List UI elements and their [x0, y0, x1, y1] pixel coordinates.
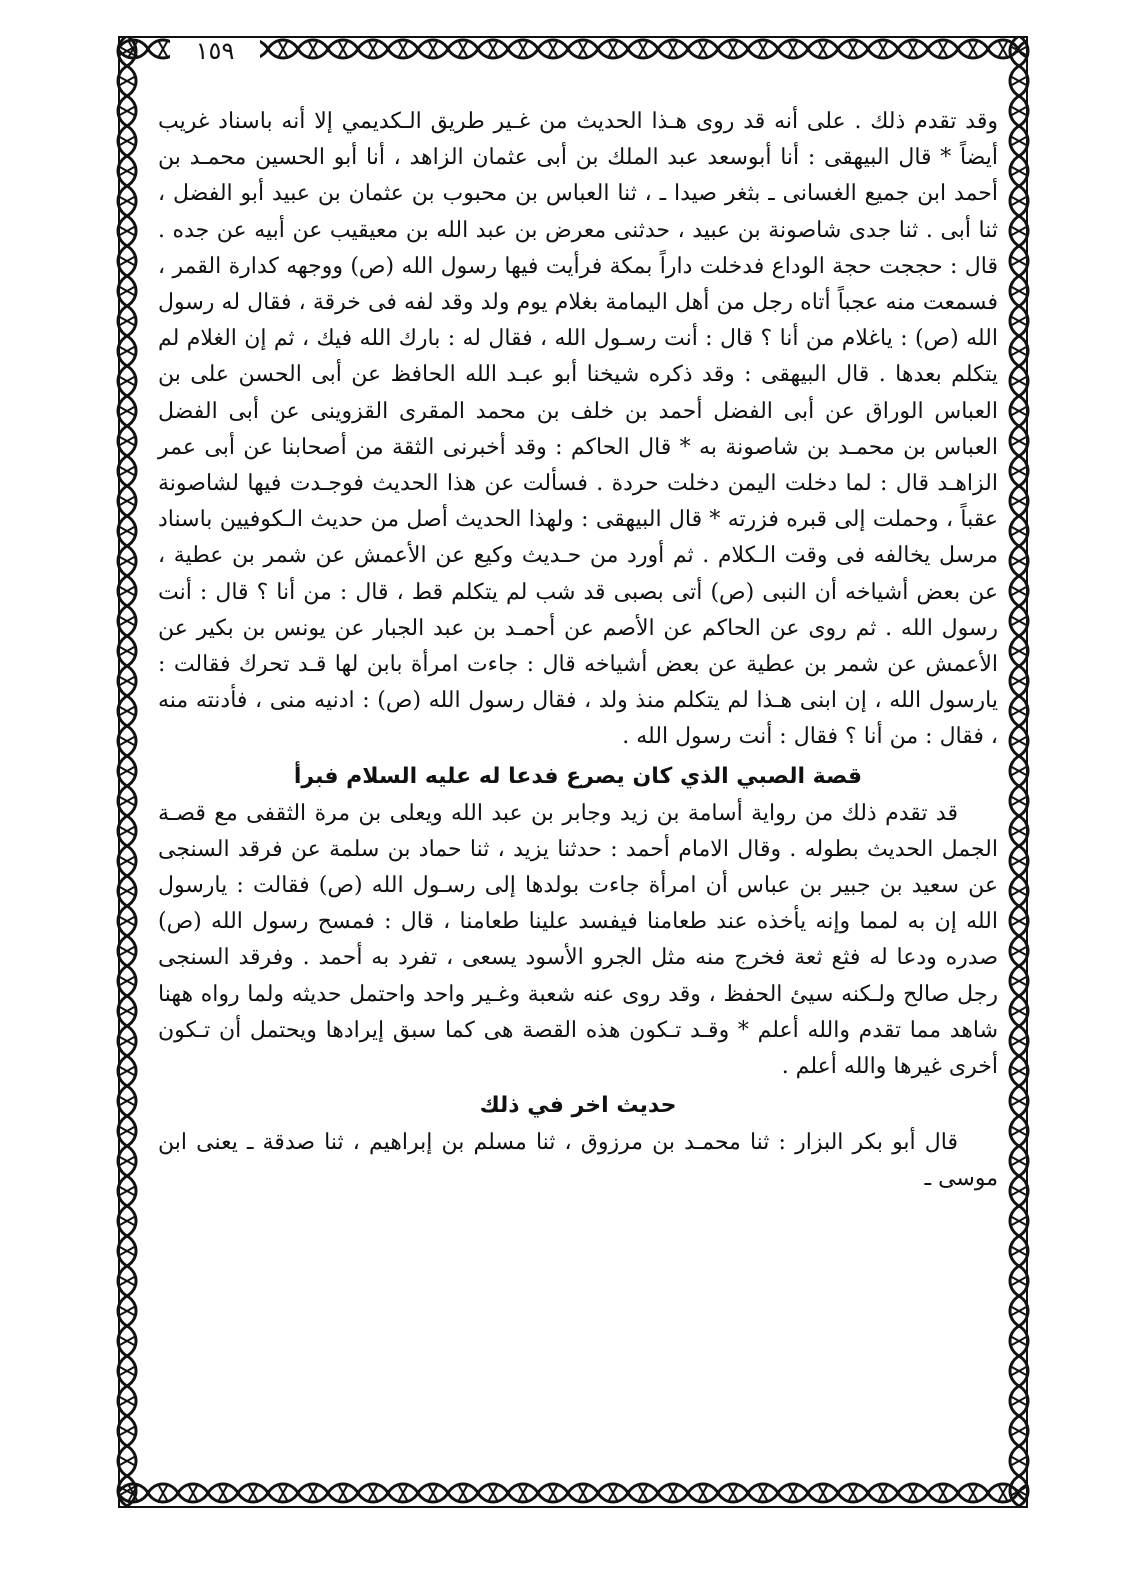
ornamental-border-right: [1004, 36, 1034, 1508]
paragraph: قد تقدم ذلك من رواية أسامة بن زيد وجابر بن عبد الله ويعلى بن مرة الثقفى مع قصـة الجمل الحديث بطوله . وقال الامام أحمد : حدثنا يزيد ، ثنا حماد بن سلمة عن فرقد السنجى عن سعيد بن جبير بن عباس أن امرأة جاءت بولدها إلى رسـول الله (ص) فقالت : يارسول الله إن به لمما وإنه يأخذه عند طعامنا فيفسد علينا طعامنا ، قال : فمسح رسول الله (ص) صدره ودعا له فثع ثعة فخرج منه مثل الجرو الأسود يسعى ، تفرد به أحمد . وفرقد السنجى رجل صالح ولـكنه سيئ الحفظ ، وقد روى عنه شعبة وغـير واحد واحتمل حديثه ولما رواه ههنا شاهد مما تقدم والله أعلم * وقـد تـكون هذه القصة هى كما سبق إيرادها ويحتمل أن تـكون أخرى غيرها والله أعلم .: [158, 800, 998, 1080]
section-heading: قصة الصبي الذي كان يصرع فدعا له عليه السلام فبرأ: [293, 763, 863, 789]
paragraph: قال أبو بكر البزار : ثنا محمـد بن مرزوق ، ثنا مسلم بن إبراهيم ، ثنا صدقة ـ يعنى ابن موسى ـ: [158, 1130, 998, 1192]
ornamental-border-left: [112, 36, 142, 1508]
page-content: [158, 104, 998, 1198]
paragraph: وقد تقدم ذلك . على أنه قد روى هـذا الحديث من غـير طريق الـكديمي إلا أنه باسناد غريب أيضاً * قال البيهقى : أنا أبوسعد عبد الملك بن أبى عثمان الزاهد ، أنا أبو الحسين محمـد بن أحمد ابن جميع الغسانى ـ بثغر صيدا ـ ، ثنا العباس بن محبوب بن عثمان بن عبيد أبو الفضل ، ثنا أبى . ثنا جدى شاصونة بن عبيد ، حدثنى معرض بن عبد الله بن معيقيب عن أبيه عن جده . قال : حججت حجة الوداع فدخلت داراً بمكة فرأيت فيها رسول الله (ص) ووجهه كدارة القمر ، فسمعت منه عجباً أتاه رجل من أهل اليمامة بغلام يوم ولد وقد لفه فى خرقة ، فقال له رسول الله (ص) : ياغلام من أنا ؟ قال : أنت رسـول الله ، فقال له : بارك الله فيك ، ثم إن الغلام لم يتكلم بعدها . قال البيهقى : وقد ذكره شيخنا أبو عبـد الله الحافظ عن أبى الحسن على بن العباس الوراق عن أبى الفضل أحمد بن خلف بن محمد المقرى القزوينى عن أبى الفضل العباس بن محمـد بن شاصونة به * قال الحاكم : وقد أخبرنى الثقة من أصحابنا عن أبى عمر الزاهـد قال : لما دخلت اليمن دخلت حردة . فسألت عن هذا الحديث فوجـدت فيها لشاصونة عقباً ، وحملت إلى قبره فزرته * قال البيهقى : ولهذا الحديث أصل من حديث الـكوفيين باسناد مرسل يخالفه فى وقت الـكلام . ثم أورد من حـديث وكيع عن الأعمش عن شمر بن عطية ، عن بعض أشياخه أن النبى (ص) أتى بصبى قد شب لم يتكلم قط ، قال : من أنا ؟ قال : أنت رسول الله . ثم روى عن الحاكم عن الأصم عن أحمـد بن عبد الجبار عن يونس بن بكير عن الأعمش عن شمر بن عطية عن بعض أشياخه قال : جاءت امرأة بابن لها قـد تحرك فقالت : يارسول الله ، إن ابنى هـذا لم يتكلم منذ ولد ، فقال رسول الله (ص) : ادنيه منى ، فأدنته منه ، فقال : من أنا ؟ فقال : أنت رسول الله .: [158, 109, 999, 750]
ornamental-border-bottom: [118, 1478, 1028, 1508]
page-number: ١٥٩: [170, 38, 260, 64]
section-heading: حديث اخر في ذلك: [479, 1093, 677, 1119]
